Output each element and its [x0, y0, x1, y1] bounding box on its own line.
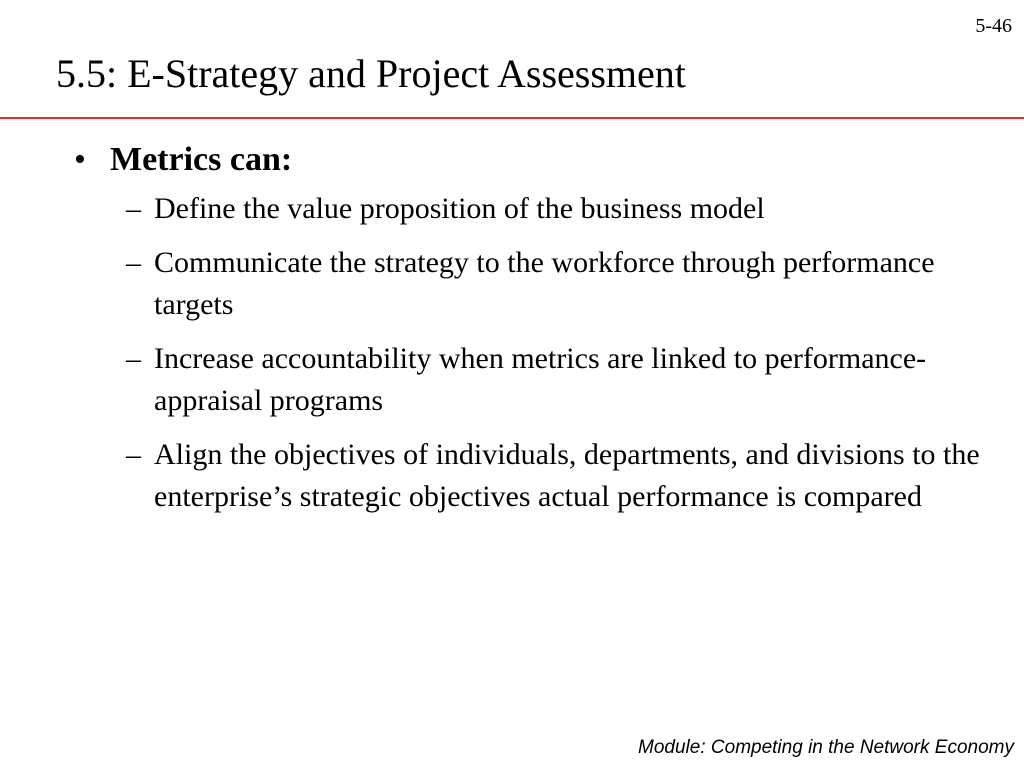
bullet-metrics: [0, 138, 1024, 188]
bullet-dot-icon: •: [74, 141, 86, 178]
dash-icon: –: [126, 342, 141, 375]
sub-bullet-item: [0, 242, 1024, 326]
title-divider: [0, 117, 1024, 119]
bullet-heading: Metrics can:: [110, 141, 293, 178]
slide-body: [0, 138, 1024, 530]
slide-number: 5-46: [975, 15, 1012, 37]
slide-title: 5.5: E-Strategy and Project Assessment: [56, 51, 686, 96]
sub-bullet-text: Communicate the strategy to the workforce through performance targets: [154, 246, 935, 321]
sub-bullet-item: [0, 434, 1024, 518]
sub-bullet-text: Increase accountability when metrics are linked to performance-appraisal programs: [154, 342, 927, 417]
dash-icon: –: [126, 438, 141, 471]
footer-module-label: Module: Competing in the Network Economy: [638, 737, 1014, 758]
sub-bullet-item: [0, 188, 1024, 230]
dash-icon: –: [126, 192, 141, 225]
sub-bullet-text: Align the objectives of individuals, departments, and divisions to the enterprise’s strategic objectives actual performance is compared: [154, 438, 980, 513]
sub-bullet-item: [0, 338, 1024, 422]
sub-bullet-list: [0, 188, 1024, 518]
sub-bullet-text: Define the value proposition of the business model: [154, 192, 765, 225]
dash-icon: –: [126, 246, 141, 279]
